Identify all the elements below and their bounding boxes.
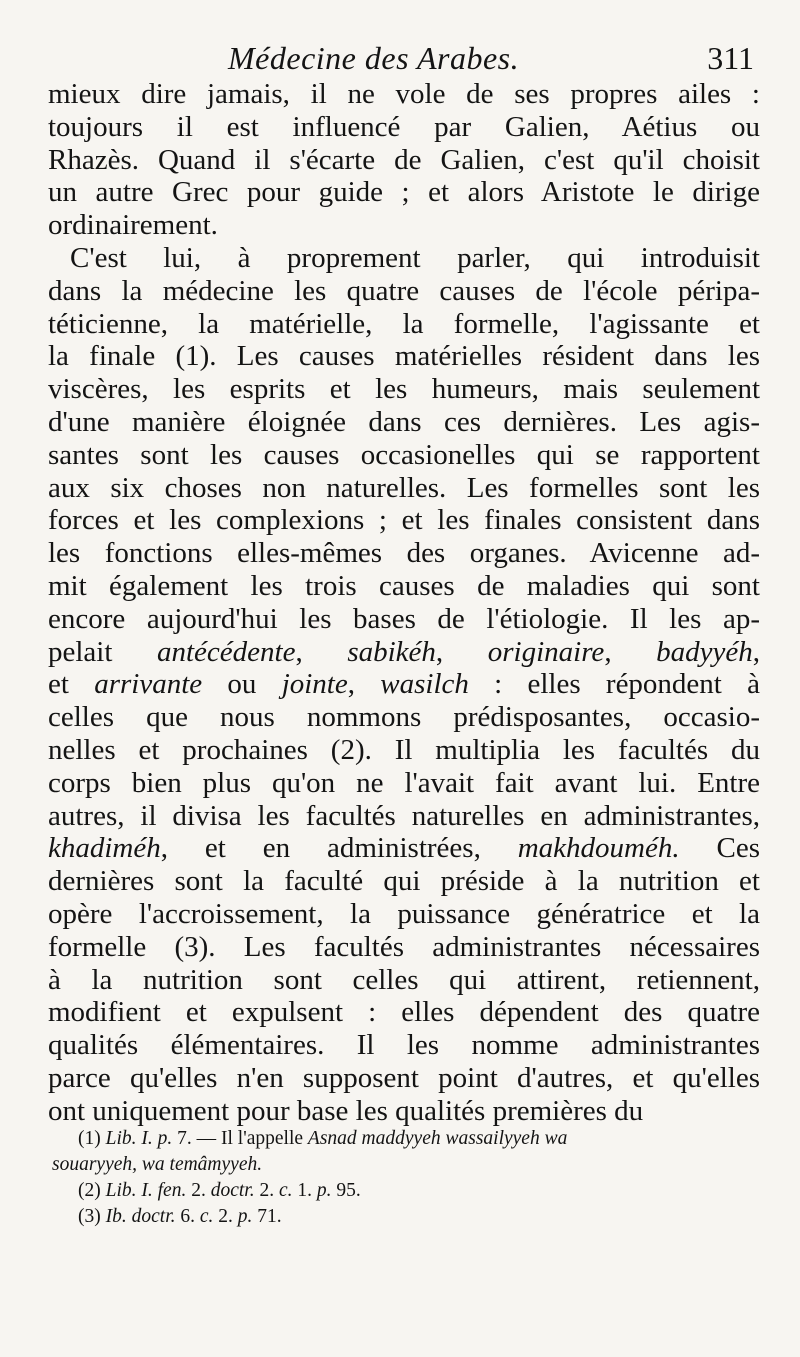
text-segment: à la nutrition sont celles qui attirent, retiennent, (48, 963, 760, 996)
text-segment: téticienne, la matérielle, la formelle, l'agissante et (48, 307, 760, 340)
text-segment: , (752, 635, 760, 668)
footnote-segment: doctr. (210, 1180, 255, 1201)
text-segment: C'est lui, à proprement parler, qui introduisit (70, 241, 760, 274)
footnote-segment: (3) (78, 1206, 106, 1227)
footnote-segment: 2. (254, 1180, 279, 1201)
italic-term: wasilch (380, 668, 469, 701)
text-line (48, 996, 760, 1029)
italic-term: antécédente (157, 635, 296, 668)
text-segment: santes sont les causes occasionelles qui se rapportent (48, 438, 760, 471)
text-segment: corps bien plus qu'on ne l'avait fait avant lui. Entre (48, 766, 760, 799)
text-line (48, 800, 760, 833)
footnote-segment: 6. (175, 1206, 200, 1227)
footnote-segment: p. (237, 1206, 253, 1227)
text-segment: , (604, 635, 657, 668)
text-line (48, 144, 760, 177)
text-segment: parce qu'elles n'en supposent point d'autres, et qu'elles (48, 1061, 760, 1094)
text-line (48, 898, 760, 931)
text-segment: aux six choses non naturelles. Les formelles sont les (48, 471, 760, 504)
text-segment: ont uniquement pour base les qualités premières du (48, 1094, 644, 1127)
footnote (78, 1126, 758, 1152)
text-line (48, 504, 760, 537)
text-line (48, 439, 760, 472)
text-line (48, 832, 760, 865)
footnote-segment: p. (316, 1180, 332, 1201)
footnote-segment: 95. (331, 1180, 361, 1201)
footnote-segment: Lib. I. fen. (105, 1180, 187, 1201)
text-segment: les fonctions elles-mêmes des organes. Avicenne ad- (48, 537, 760, 570)
italic-term: sabikéh (347, 635, 436, 668)
footnote-segment: c. (199, 1206, 214, 1227)
text-segment: mit également les trois causes de maladies qui sont (48, 569, 760, 602)
footnote-segment: Lib. I. p. (105, 1128, 173, 1149)
text-segment: la finale (1). Les causes matérielles résident dans les (48, 340, 760, 373)
text-line (48, 275, 760, 308)
text-line (48, 78, 760, 111)
text-segment: Rhazès. Quand il s'écarte de Galien, c'est qu'il choisit (48, 143, 760, 176)
text-line (48, 1029, 760, 1062)
text-segment: qualités élémentaires. Il les nomme administrantes (48, 1029, 760, 1062)
footnote-segment: Ib. doctr. (105, 1206, 176, 1227)
text-segment: encore aujourd'hui les bases de l'étiologie. Il les ap- (48, 602, 760, 635)
italic-term: makhdouméh. (517, 832, 680, 865)
text-segment: nelles et prochaines (2). Il multiplia les facultés du (48, 733, 760, 766)
text-line (48, 767, 760, 800)
text-line (48, 1095, 760, 1128)
text-line (48, 865, 760, 898)
italic-term: arrivante (94, 668, 203, 701)
text-segment: et (48, 668, 95, 701)
footnote-segment: 7. — Il l'appelle (172, 1128, 308, 1149)
footnote-segment: (2) (78, 1180, 106, 1201)
text-segment: , (435, 635, 488, 668)
footnote-segment: 71. (252, 1206, 282, 1227)
italic-term: badyyéh (656, 635, 753, 668)
text-segment: ordinairement. (48, 209, 218, 242)
text-segment: opère l'accroissement, la puissance génératrice et la (48, 897, 760, 930)
footnote-segment: souaryyeh, wa temâmyyeh. (52, 1154, 263, 1175)
text-segment: viscères, les esprits et les humeurs, mais seulement (48, 373, 760, 406)
italic-term: khadiméh (48, 832, 161, 865)
text-line (48, 636, 760, 669)
text-segment: , et en administrées, (160, 832, 518, 865)
italic-term: originaire (487, 635, 605, 668)
text-segment: dans la médecine les quatre causes de l'école péripa- (48, 274, 760, 307)
text-line (48, 373, 760, 406)
text-segment: mieux dire jamais, il ne vole de ses propres ailes : (48, 78, 760, 110)
text-segment: : elles répondent à (468, 668, 760, 701)
text-segment: , (295, 635, 348, 668)
text-segment: ou (202, 668, 282, 701)
text-segment: pelait (48, 635, 157, 668)
footnote-segment: (1) (78, 1128, 106, 1149)
text-line (48, 472, 760, 505)
text-line (48, 209, 760, 242)
text-line (48, 701, 760, 734)
text-segment: dernières sont la faculté qui préside à la nutrition et (48, 865, 760, 898)
text-segment: formelle (3). Les facultés administrantes nécessaires (48, 930, 760, 963)
footnote-segment: 1. (292, 1180, 317, 1201)
text-segment: toujours il est influencé par Galien, Aétius ou (48, 110, 760, 143)
footnote (78, 1178, 758, 1204)
text-line (48, 964, 760, 997)
text-segment: Ces (679, 832, 760, 865)
text-segment: celles que nous nommons prédisposantes, occasio- (48, 701, 760, 734)
text-line (48, 340, 760, 373)
text-line (48, 603, 760, 636)
text-segment: autres, il divisa les facultés naturelles en administrantes, (48, 799, 760, 832)
text-line (48, 242, 760, 275)
italic-term: jointe (281, 668, 348, 701)
text-line (48, 1062, 760, 1095)
text-line (48, 734, 760, 767)
footnote-segment: Asnad maddyyeh wassailyyeh wa (307, 1128, 568, 1149)
text-line (48, 570, 760, 603)
text-segment: d'une manière éloignée dans ces dernières. Les agis- (48, 405, 760, 438)
text-segment: modifient et expulsent : elles dépendent des quatre (48, 996, 760, 1029)
footnote-segment: 2. (213, 1206, 238, 1227)
text-segment: , (347, 668, 381, 701)
text-line (48, 308, 760, 341)
text-line (48, 931, 760, 964)
text-segment: un autre Grec pour guide ; et alors Aristote le dirige (48, 176, 760, 209)
text-segment: forces et les complexions ; et les finales consistent dans (48, 504, 760, 537)
running-title: Médecine des Arabes. (228, 40, 520, 76)
footnotes (52, 1126, 758, 1230)
footnote (78, 1204, 758, 1230)
text-line (48, 668, 760, 701)
page-number: 311 (707, 40, 754, 76)
text-line (48, 176, 760, 209)
body-text (48, 78, 760, 1128)
text-line (48, 537, 760, 570)
footnote-continuation (52, 1152, 758, 1178)
text-line (48, 406, 760, 439)
footnote-segment: c. (278, 1180, 293, 1201)
text-line (48, 111, 760, 144)
footnote-segment: 2. (186, 1180, 211, 1201)
